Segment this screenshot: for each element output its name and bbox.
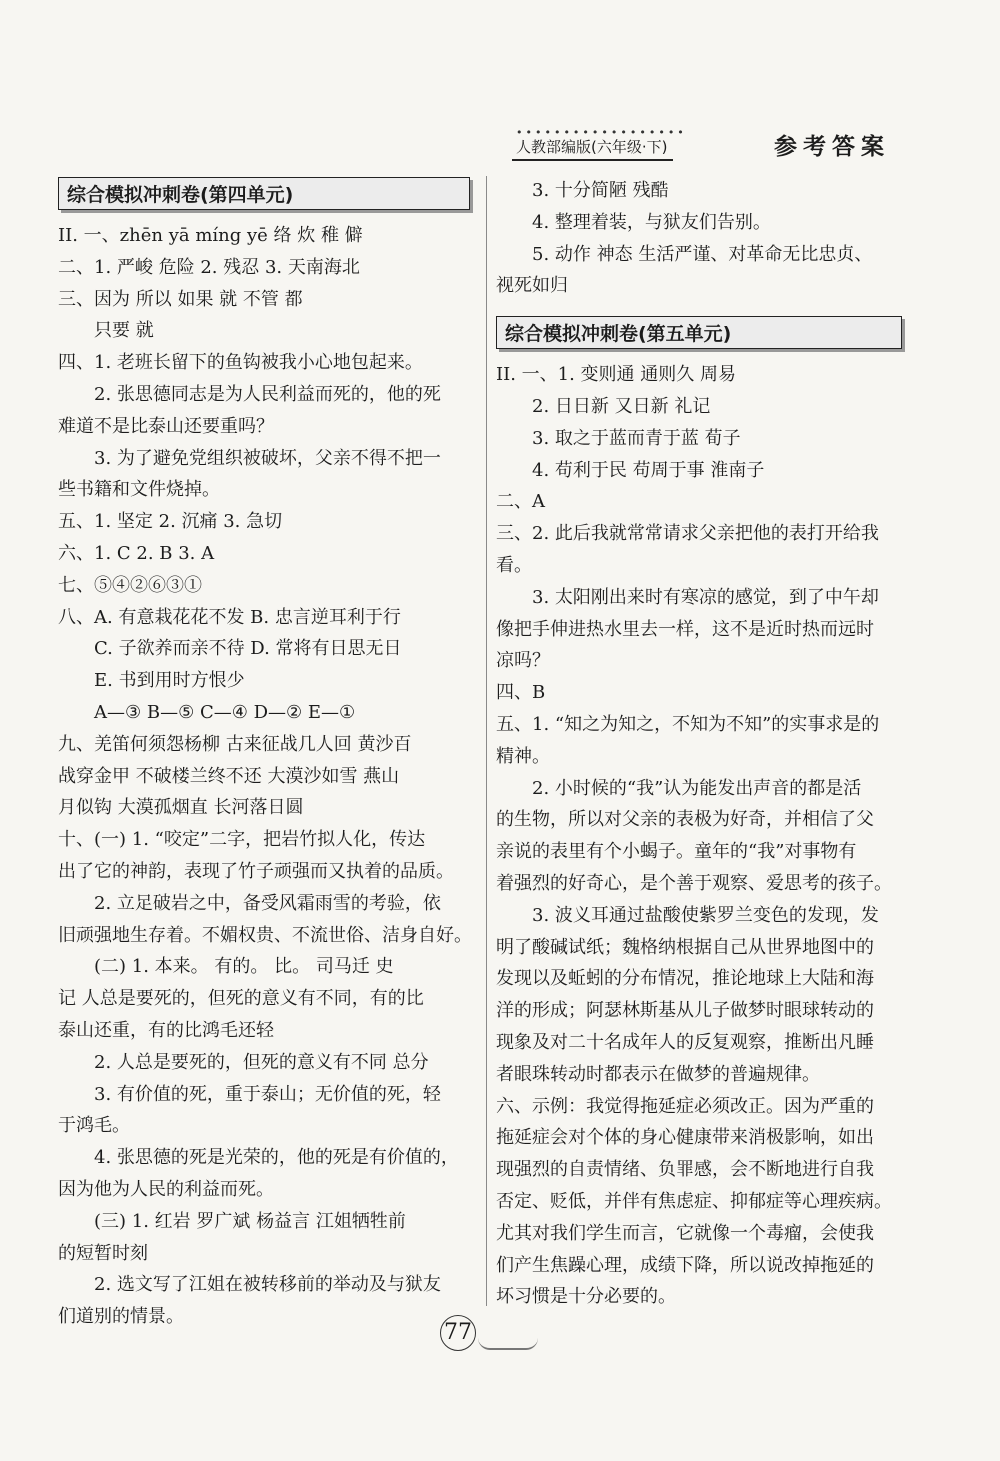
answer-line: (二) 1. 本来。 有的。 比。 司马迁 史: [94, 956, 394, 978]
answer-line: 像把手伸进热水里去一样，这不是近时热而远时: [496, 618, 874, 640]
answer-line: 四、1. 老班长留下的鱼钩被我小心地包起来。: [58, 352, 423, 374]
answer-line: 的短暂时刻: [58, 1242, 148, 1264]
answer-line: 2. 人总是要死的，但死的意义有不同 总分: [94, 1051, 429, 1073]
answer-line: 九、羌笛何须怨杨柳 古来征战几人回 黄沙百: [58, 733, 412, 755]
answer-line: 着强烈的好奇心，是个善于观察、爱思考的孩子。: [496, 872, 892, 894]
answer-line: 精神。: [496, 745, 550, 767]
answer-line: 出了它的神韵，表现了竹子顽强而又执着的品质。: [58, 860, 454, 882]
answer-line: 亲说的表里有个小蝎子。童年的“我”对事物有: [496, 841, 857, 863]
answer-line: 泰山还重，有的比鸿毛还轻: [58, 1019, 274, 1041]
column-divider: [486, 176, 487, 1306]
page-header: [512, 126, 902, 160]
answer-line: 4. 整理着装，与狱友们告别。: [532, 211, 771, 233]
section-title-unit4: 综合模拟冲刺卷(第四单元): [58, 177, 470, 210]
answer-line: 现强烈的自责情绪、负罪感，会不断地进行自我: [496, 1159, 874, 1181]
answer-line: 2. 日日新 又日新 礼记: [532, 395, 711, 417]
answer-line: C. 子欲养而亲不待 D. 常将有日思无日: [94, 638, 402, 660]
answer-line: 些书籍和文件烧掉。: [58, 479, 220, 501]
answer-line: 们产生焦躁心理，成绩下降，所以说改掉拖延的: [496, 1254, 874, 1276]
answer-line: 难道不是比泰山还要重吗？: [58, 415, 274, 437]
answer-line: 战穿金甲 不破楼兰终不还 大漠沙如雪 燕山: [58, 765, 400, 787]
section-title-unit5: 综合模拟冲刺卷(第五单元): [496, 316, 902, 349]
right-column: [496, 175, 901, 1313]
answer-line: 二、A: [496, 491, 545, 513]
answer-line: 三、2. 此后我就常常请求父亲把他的表打开给我: [496, 523, 879, 545]
header-dots: ••••••••••••••••••: [516, 126, 687, 139]
page-number-flourish: [478, 1338, 538, 1350]
answer-line: II. 一、1. 变则通 通则久 周易: [496, 364, 737, 386]
answer-line: 记 人总是要死的，但死的意义有不同，有的比: [58, 988, 424, 1010]
right-continued-lines: [496, 175, 901, 302]
answer-line: 3. 波义耳通过盐酸使紫罗兰变色的发现，发: [532, 904, 879, 926]
answer-line: 只要 就: [94, 320, 154, 342]
answer-line: 否定、贬低，并伴有焦虑症、抑郁症等心理疾病。: [496, 1190, 892, 1212]
answer-line: 七、⑤④②⑥③①: [58, 574, 202, 596]
answer-line: 二、1. 严峻 危险 2. 残忍 3. 天南海北: [58, 256, 360, 278]
answer-line: 3. 有价值的死，重于泰山；无价值的死，轻: [94, 1083, 441, 1105]
left-answer-lines: [58, 220, 478, 1333]
answer-line: 坏习惯是十分必要的。: [496, 1286, 676, 1308]
page-number: 77: [440, 1315, 476, 1351]
answer-line: 六、1. C 2. B 3. A: [58, 542, 215, 564]
answer-line: 者眼珠转动时都表示在做梦的普遍规律。: [496, 1063, 820, 1085]
answer-line: II. 一、zhēn yā míng yē 络 炊 稚 僻: [58, 225, 363, 246]
left-column: [58, 175, 478, 1333]
answer-line: 的生物，所以对父亲的表极为好奇，并相信了父: [496, 809, 874, 831]
answer-line: 于鸿毛。: [58, 1115, 130, 1137]
answer-line: (三) 1. 红岩 罗广斌 杨益言 江姐牺牲前: [94, 1210, 406, 1232]
answer-line: 六、示例：我觉得拖延症必须改正。因为严重的: [496, 1095, 874, 1117]
answer-line: E. 书到用时方恨少: [94, 670, 245, 692]
answer-line: 五、1. “知之为知之，不知为不知”的实事求是的: [496, 713, 880, 735]
answer-line: 3. 十分简陋 残酷: [532, 180, 669, 201]
answer-line: 八、A. 有意栽花花不发 B. 忠言逆耳利于行: [58, 606, 401, 628]
answer-line: 尤其对我们学生而言，它就像一个毒瘤，会使我: [496, 1222, 874, 1244]
answer-line: 3. 取之于蓝而青于蓝 荀子: [532, 427, 741, 449]
answer-line: 视死如归: [496, 275, 568, 297]
answer-line: 旧顽强地生存着。不媚权贵、不流世俗、洁身自好。: [58, 924, 472, 946]
answer-line: 十、(一) 1. “咬定”二字，把岩竹拟人化，传达: [58, 829, 426, 851]
answer-line: 2. 立足破岩之中，备受风霜雨雪的考验，依: [94, 892, 441, 914]
answer-line: 看。: [496, 554, 532, 576]
answer-line: 发现以及蚯蚓的分布情况，推论地球上大陆和海: [496, 968, 874, 990]
answer-line: 四、B: [496, 682, 546, 704]
answer-line: 3. 为了避免党组织被破坏，父亲不得不把一: [94, 447, 441, 469]
answer-line: 明了酸碱试纸；魏格纳根据自己从世界地图中的: [496, 936, 874, 958]
answer-line: 三、因为 所以 如果 就 不管 都: [58, 288, 303, 310]
right-answer-lines: [496, 359, 901, 1313]
answer-line: 5. 动作 神态 生活严谨、对革命无比忠贞、: [532, 243, 873, 265]
answer-line: A—③ B—⑤ C—④ D—② E—①: [94, 701, 356, 723]
answer-line: 3. 太阳刚出来时有寒凉的感觉，到了中午却: [532, 586, 879, 608]
answer-line: 2. 选文写了江姐在被转移前的举动及与狱友: [94, 1274, 441, 1296]
answer-line: 4. 张思德的死是光荣的，他的死是有价值的，: [94, 1147, 459, 1169]
answer-line: 拖延症会对个体的身心健康带来消极影响，如出: [496, 1127, 874, 1149]
answer-line: 4. 苟利于民 苟周于事 淮南子: [532, 459, 765, 481]
edition-label: 人教部编版(六年级·下): [512, 136, 673, 161]
answer-line: 因为他为人民的利益而死。: [58, 1178, 274, 1200]
answer-line: 2. 张思德同志是为人民利益而死的，他的死: [94, 383, 441, 405]
page-title: 参考答案: [774, 133, 890, 160]
answer-line: 凉吗？: [496, 650, 550, 672]
answer-line: 们道别的情景。: [58, 1306, 184, 1328]
answer-line: 五、1. 坚定 2. 沉痛 3. 急切: [58, 511, 283, 533]
answer-line: 月似钩 大漠孤烟直 长河落日圆: [58, 797, 304, 819]
answer-line: 洋的形成；阿瑟林斯基从儿子做梦时眼球转动的: [496, 1000, 874, 1022]
answer-line: 2. 小时候的“我”认为能发出声音的都是活: [532, 777, 862, 799]
answer-line: 现象及对二十名成年人的反复观察，推断出凡睡: [496, 1031, 874, 1053]
